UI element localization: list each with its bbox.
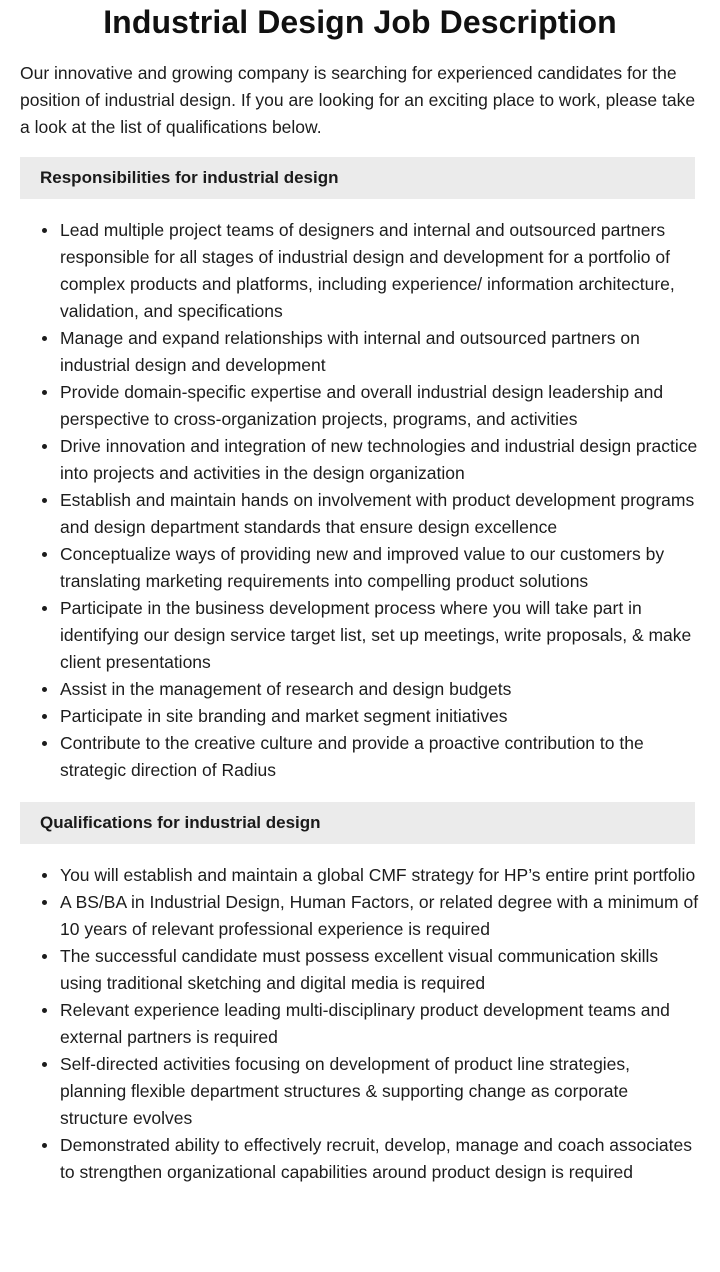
list-item: A BS/BA in Industrial Design, Human Factors, or related degree with a minimum of 10 years of relevant professional experience is required <box>60 889 700 943</box>
list-item: Conceptualize ways of providing new and improved value to our customers by translating marketing requirements into compelling product solutions <box>60 541 700 595</box>
list-item: Participate in the business development process where you will take part in identifying our design service target list, set up meetings, write proposals, & make client presentations <box>60 595 700 676</box>
list-item: The successful candidate must possess excellent visual communication skills using traditional sketching and digital media is required <box>60 943 700 997</box>
list-item: Manage and expand relationships with internal and outsourced partners on industrial design and development <box>60 325 700 379</box>
list-item: Relevant experience leading multi-disciplinary product development teams and external partners is required <box>60 997 700 1051</box>
responsibilities-heading: Responsibilities for industrial design <box>20 157 695 199</box>
list-item: Participate in site branding and market segment initiatives <box>60 703 700 730</box>
list-item: Drive innovation and integration of new technologies and industrial design practice into projects and activities in the design organization <box>60 433 700 487</box>
responsibilities-list <box>20 217 700 784</box>
list-item: Provide domain-specific expertise and overall industrial design leadership and perspective to cross-organization projects, programs, and activities <box>60 379 700 433</box>
qualifications-list <box>20 862 700 1186</box>
page-title: Industrial Design Job Description <box>103 4 617 40</box>
list-item: Lead multiple project teams of designers and internal and outsourced partners responsible for all stages of industrial design and development for a portfolio of complex products and platforms, including experience/ information architecture, validation, and specifications <box>60 217 700 325</box>
list-item: Establish and maintain hands on involvement with product development programs and design department standards that ensure design excellence <box>60 487 700 541</box>
qualifications-heading: Qualifications for industrial design <box>20 802 695 844</box>
list-item: Self-directed activities focusing on development of product line strategies, planning flexible department structures & supporting change as corporate structure evolves <box>60 1051 700 1132</box>
list-item: Demonstrated ability to effectively recruit, develop, manage and coach associates to strengthen organizational capabilities around product design is required <box>60 1132 700 1186</box>
list-item: Assist in the management of research and design budgets <box>60 676 700 703</box>
list-item: Contribute to the creative culture and provide a proactive contribution to the strategic direction of Radius <box>60 730 700 784</box>
list-item: You will establish and maintain a global CMF strategy for HP’s entire print portfolio <box>60 862 700 889</box>
intro-paragraph: Our innovative and growing company is searching for experienced candidates for the position of industrial design. If you are looking for an exciting place to work, please take a look at the list of qualifications below. <box>20 63 696 137</box>
